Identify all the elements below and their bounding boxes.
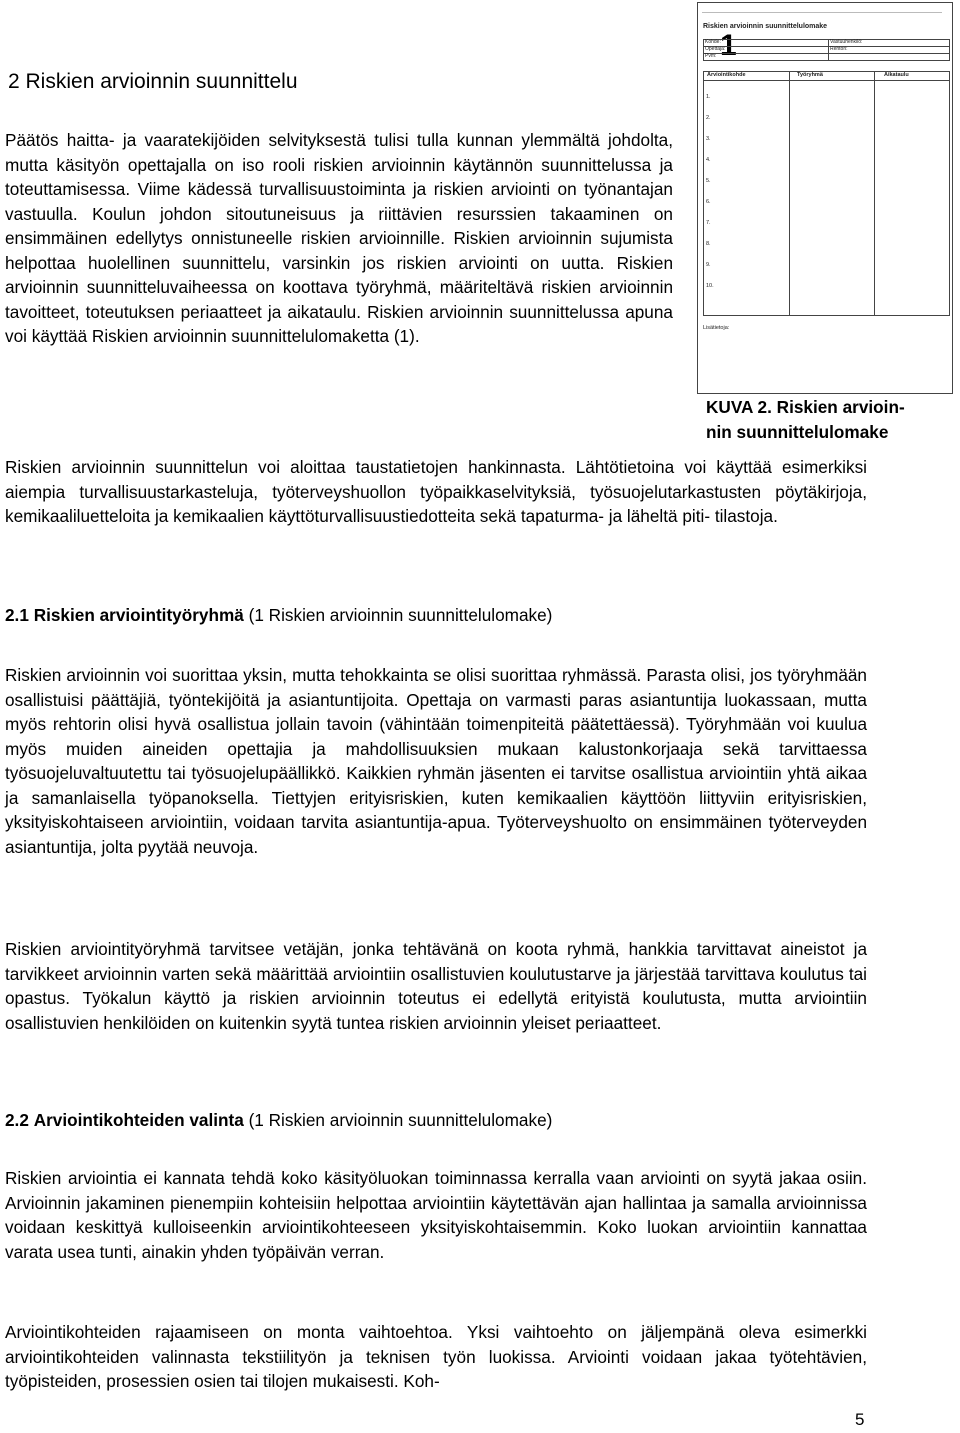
section-2-2-paragraph-1: Riskien arviointia ei kannata tehdä koko käsityöluokan toiminnassa kerralla vaan arviointi on syytä jakaa osiin. Arvioinnin jakaminen pienempiin kohteisiin helpottaa arviointiin käytettävän ajan hallintaa ja samalla arvioinnissa voidaan keskittyä kulloiseenkin arviointikohteeseen yksityiskohtaisemmin. Koko luokan arviointiin kannattaa varata usea tunti, ainakin yhden työpäivän verran. xyxy=(5,1168,867,1262)
figure-caption-line: nin suunnittelulomake xyxy=(706,421,889,442)
form-table xyxy=(703,71,950,316)
form-row-number: 7. xyxy=(706,220,711,226)
section-2-2-paragraph-2: Arviointikohteiden rajaamiseen on monta vaihtoehtoa. Yksi vaihtoehto on jäljempänä oleva esimerkki arviointikohteiden valinnasta tekstiilityön ja teknisen työn luokissa. Arviointi voidaan jakaa työtehtävien, työpisteiden, prosessien osien tai tilojen mukaisesti. Koh- xyxy=(5,1322,867,1391)
background-paragraph: Riskien arvioinnin suunnittelun voi aloittaa taustatietojen hankinnasta. Lähtötietoina voi käyttää esimerkiksi aiempia turvallisuustarkasteluja, työterveyshuollon työpaikkaselvityksiä, työsuojelutarkastusten pöytäkirjoja, kemikaaliluetteloita ja kemikaalien käyttöturvallisuustiedotteita sekä tapaturma- ja läheltä piti- tilastoja. xyxy=(5,457,867,526)
form-field-label: Vastuuhenkilö: xyxy=(830,39,863,45)
form-row-number: 8. xyxy=(706,241,711,247)
page-title: 2 Riskien arvioinnin suunnittelu xyxy=(8,70,298,93)
section-title: Arviointikohteiden valinta xyxy=(33,1110,244,1130)
section-title: Riskien arviointityöryhmä xyxy=(33,605,244,625)
section-2-1-paragraph-2: Riskien arviointityöryhmä tarvitsee vetäjän, jonka tehtävänä on koota ryhmä, hankkia tarvittavat aineistot ja tarvikkeet arvioinnin varten sekä määrittää arviointiin osallistuvien koulutustarve ja järjestää tarvittava koulutus tai opastus. Työkalun käyttö ja riskien arvioinnin toteutus ei edellytä erityistä koulutusta, mutta arviointiin osallistuvien henkilöiden on kuitenkin syytä tuntea riskien arvioinnin yleiset periaatteet. xyxy=(5,939,867,1033)
section-2-1-paragraph-1: Riskien arvioinnin voi suorittaa yksin, mutta tehokkainta se olisi suorittaa ryhmässä. Parasta olisi, jos työryhmään osallistuisi päättäjiä, työntekijöitä ja asiantuntijoita. Opettaja on varmasti paras asiantuntija luokassaan, mutta myös rehtorin olisi hyvä osallistua jollain tavoin (vähintään toimenpiteitä päätettäessä). Työryhmään voi kuulua myös muiden aineiden opettajia ja mahdollisuuksien mukaan kalustonkorjaaja sekä tarvittaessa työsuojeluvaltuutettu tai työsuojelupäällikkö. Kaikkien ryhmän jäsenten ei tarvitse osallistua arviointiin yhtä aikaa ja samanlaisella työpanoksella. Tiettyjen erityisriskien, kuten kemikaalien käyttöön liittyviin erityisriskien, yksityiskohtaiseen arviointiin, voidaan tarvita asiantuntija-apua. Työterveyshuolto on ensimmäinen työterveyden asiantuntija, jolta pyytää neuvoja. xyxy=(5,665,867,857)
form-row-number: 5. xyxy=(706,178,711,184)
form-row-number: 2. xyxy=(706,115,711,121)
figure-caption-line: KUVA 2. Riskien arvioin- xyxy=(706,397,905,417)
section-heading-2-2 xyxy=(5,1108,552,1133)
form-number-badge: 1 xyxy=(720,29,737,62)
planning-form-image xyxy=(697,2,953,394)
section-reference: (1 Riskien arvioinnin suunnittelulomake) xyxy=(248,1110,553,1130)
form-column-header: Aikataulu xyxy=(884,72,909,78)
figure-caption xyxy=(706,395,905,444)
form-top-rule xyxy=(702,6,942,13)
form-column-header: Arviointikohde xyxy=(707,72,746,78)
form-field-label: Pvm: xyxy=(705,53,717,59)
form-meta-fields xyxy=(703,39,950,61)
intro-paragraph: Päätös haitta- ja vaaratekijöiden selvityksestä tulisi tulla kunnan ylemmältä johdolta, mutta käsityön opettajalla on iso rooli riskien arvioinnin käytännön suunnittelussa ja toteuttamisessa. Viime kädessä turvallisuustoiminta ja riskien arviointi on työnantajan vastuulla. Koulun johdon sitoutuneisuus ja riittävien resurssien takaaminen on ensimmäinen edellytys onnistuneelle riskien arvioinnille. Riskien arvioinnin sujumista helpottaa huolellinen suunnittelu, varsinkin jos riskien arviointi on uutta. Riskien arvioinnin suunnitteluvaiheessa on koottava työryhmä, määriteltävä riskien arvioinnin tavoitteet, toteutuksen periaatteet ja aikataulu. Riskien arvioinnin suunnittelussa apuna voi käyttää Riskien arvioinnin suunnittelulomaketta (1). xyxy=(5,130,673,346)
form-row-number: 10. xyxy=(706,283,714,289)
section-heading-2-1 xyxy=(5,603,552,628)
section-reference: (1 Riskien arvioinnin suunnittelulomake) xyxy=(248,605,553,625)
form-field-label: Kohde: xyxy=(705,39,721,45)
section-number: 2.2 xyxy=(5,1110,29,1130)
form-row-number: 4. xyxy=(706,157,711,163)
form-field-label: Opettaja: xyxy=(705,46,726,52)
form-notes-label: Lisätietoja: xyxy=(703,325,730,331)
form-row-number: 1. xyxy=(706,94,711,100)
form-row-number: 6. xyxy=(706,199,711,205)
form-field-label: Rehtori: xyxy=(830,46,848,52)
form-title: Riskien arvioinnin suunnittelulomake xyxy=(703,23,828,30)
section-number: 2.1 xyxy=(5,605,29,625)
form-column-header: Työryhmä xyxy=(797,72,823,78)
page-number: 5 xyxy=(855,1410,865,1429)
form-row-number: 9. xyxy=(706,262,711,268)
form-row-number: 3. xyxy=(706,136,711,142)
